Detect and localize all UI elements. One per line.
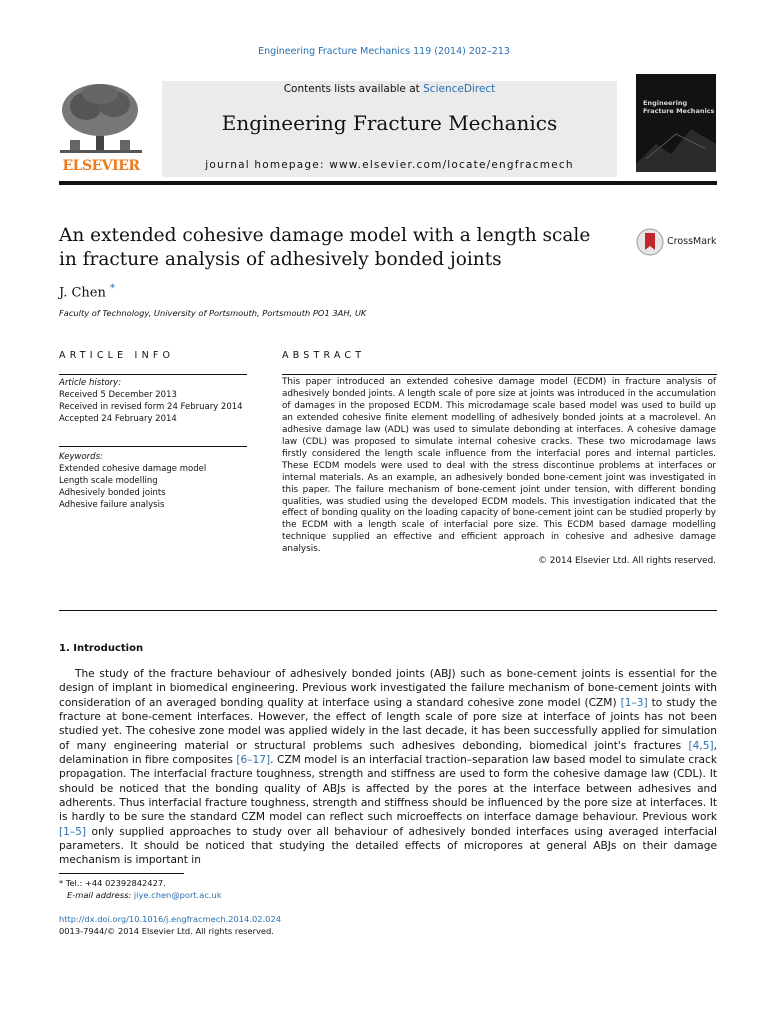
keyword-item: Adhesively bonded joints [59, 488, 166, 498]
abstract-copyright: © 2014 Elsevier Ltd. All rights reserved. [538, 556, 716, 567]
abstract-rule-bottom [59, 610, 717, 611]
intro-text: . CZM model is an interfacial traction–separation law based model to simulate crack propagation. The interfacial fracture toughness, strength and stiffness are used to form the cohesive damage law (CDL). It should be noticed that the bonding quality of ABJs is affected by the pores at the interface between adhesives and adherents. Thus interfacial fracture toughness, strength and stiffness should be influenced by the pore size at interfaces. It is hardly to be sure the standard CZM model can reflect such microeffects on interface damage behaviour. Previous work [59, 754, 718, 824]
article-history [59, 377, 247, 425]
title-line2: in fracture analysis of adhesively bonded joints [59, 249, 502, 270]
elsevier-tree-icon [56, 80, 146, 160]
keywords-block [59, 451, 247, 511]
author-name[interactable]: J. Chen [59, 285, 106, 301]
sciencedirect-link[interactable]: ScienceDirect [423, 83, 496, 95]
contents-prefix: Contents lists available at [283, 83, 424, 95]
footnote-email-line [59, 890, 459, 902]
affiliation: Faculty of Technology, University of Portsmouth, Portsmouth PO1 3AH, UK [59, 308, 367, 318]
cover-title-line2: Fracture Mechanics [643, 107, 715, 115]
section-heading-introduction: 1. Introduction [59, 643, 144, 654]
issn-line: 0013-7944/© 2014 Elsevier Ltd. All rights reserved. [59, 925, 274, 936]
history-label: Article history: [59, 378, 122, 388]
intro-text: The study of the fracture behaviour of adhesively bonded joints (ABJ) such as bone-cement joints is essential for the design of implant in biomedical engineering. Previous work investigated the failure mechanism of bone-cement joints with consideration of an averaged bonding quality at interface using a standard cohesive zone model (CZM) [59, 668, 717, 709]
accepted-date: Accepted 24 February 2014 [59, 414, 177, 424]
email-label: E-mail address: [67, 889, 134, 900]
footnote-star: * [59, 878, 64, 888]
reference-link[interactable]: [1–3] [620, 696, 648, 709]
intro-text: only supplied approaches to study over all behaviour of adhesively bonded interfaces using averaged interfacial parameters. It should be noticed that studying the detailed effects of micropores at general ABJs on their damage mechanism is important in [59, 825, 717, 867]
cover-art-icon [636, 114, 716, 172]
footnote-doi-block [59, 914, 459, 937]
keyword-item: Adhesive failure analysis [59, 500, 165, 510]
info-rule-mid [59, 446, 247, 447]
doi-link[interactable]: http://dx.doi.org/10.1016/j.engfracmech.2014.02.024 [59, 914, 282, 924]
crossmark-label: CrossMark [667, 236, 717, 247]
publisher-logo-text: ELSEVIER [62, 158, 140, 174]
reference-link[interactable]: [6–17] [236, 754, 271, 767]
abstract-text: This paper introduced an extended cohesive damage model (ECDM) in fracture analysis of adhesively bonded joints. A length scale of pore size at joints was introduced in the accumulation of damages in the proposed ECDM. This microdamage scale based model was used to build up an extended cohesive finite element modelling of adhesively bonded joints at a macrolevel. An adhesive damage law (ADL) was used to simulate debonding at interfaces. A cohesive damage law (CDL) was proposed to simulate internal cohesive cracks. These two microdamage laws firstly considered the length scale influence from the interfacial pores and internal particles. These ECDM models were used to deal with the stress discontinue problems at interfaces or internal materials. As an example, an adhesively bonded bone-cement joint was investigated in this paper. The failure mechanism of bone-cement joint under tension, with different bonding qualities, was studied using the developed ECDM models. This investigation indicated that the effect of bonding quality on the loading capacity of bone-cement joint can be studied properly by the ECDM with a length scale of interfacial pore size. This ECDM based damage modelling technique supplied an effective and efficient approach in cohesive and adhesive damage analysis. [282, 377, 716, 555]
abstract-heading: ABSTRACT [282, 350, 366, 361]
footnote-tel: Tel.: +44 02392842427. [65, 878, 166, 888]
article-info-heading: ARTICLE INFO [59, 350, 175, 361]
title-line1: An extended cohesive damage model with a length scale [59, 225, 591, 246]
keyword-item: Extended cohesive damage model [59, 464, 207, 474]
author-footnote-mark[interactable]: * [110, 283, 115, 294]
article-title [59, 224, 619, 272]
author-line [59, 283, 115, 300]
journal-cover-thumbnail[interactable] [636, 74, 716, 172]
crossmark-badge[interactable] [636, 228, 726, 256]
footnote-contact [59, 878, 459, 901]
intro-text: , delamination in fibre composites [59, 739, 717, 767]
email-link[interactable]: jiye.chen@port.ac.uk [133, 889, 222, 900]
revised-date: Received in revised form 24 February 2014 [59, 402, 243, 412]
cover-title-line1: Engineering [643, 99, 688, 107]
received-date: Received 5 December 2013 [59, 390, 177, 400]
journal-citation[interactable]: Engineering Fracture Mechanics 119 (2014) 202–213 [258, 46, 510, 57]
reference-link[interactable]: [4,5] [688, 739, 714, 752]
header-rule [59, 181, 717, 185]
abstract-body [282, 377, 716, 568]
journal-homepage[interactable]: journal homepage: www.elsevier.com/locate/engfracmech [205, 159, 574, 171]
keywords-label: Keywords: [59, 452, 103, 462]
contents-line [162, 83, 617, 95]
cover-title [643, 99, 714, 115]
journal-name: Engineering Fracture Mechanics [221, 111, 558, 135]
crossmark-icon [636, 228, 664, 256]
journal-masthead [162, 81, 617, 177]
reference-link[interactable]: [1–5] [59, 825, 87, 838]
abstract-rule-top [282, 374, 717, 375]
footnote-rule [59, 873, 184, 874]
elsevier-logo [56, 80, 146, 175]
intro-text: to study the fracture at bone-cement interfaces. However, the effect of length scale of pore size at interface of joints has not been studied yet. The cohesive zone model was applied widely in the last decade, it has been successfully applied for simulation of many engineering material or structural problems such adhesives debonding, biomedical joint's fractures [59, 696, 717, 752]
introduction-paragraph [59, 667, 717, 868]
keyword-item: Length scale modelling [59, 476, 158, 486]
info-rule-top [59, 374, 247, 375]
footnote-tel-line [59, 878, 459, 890]
